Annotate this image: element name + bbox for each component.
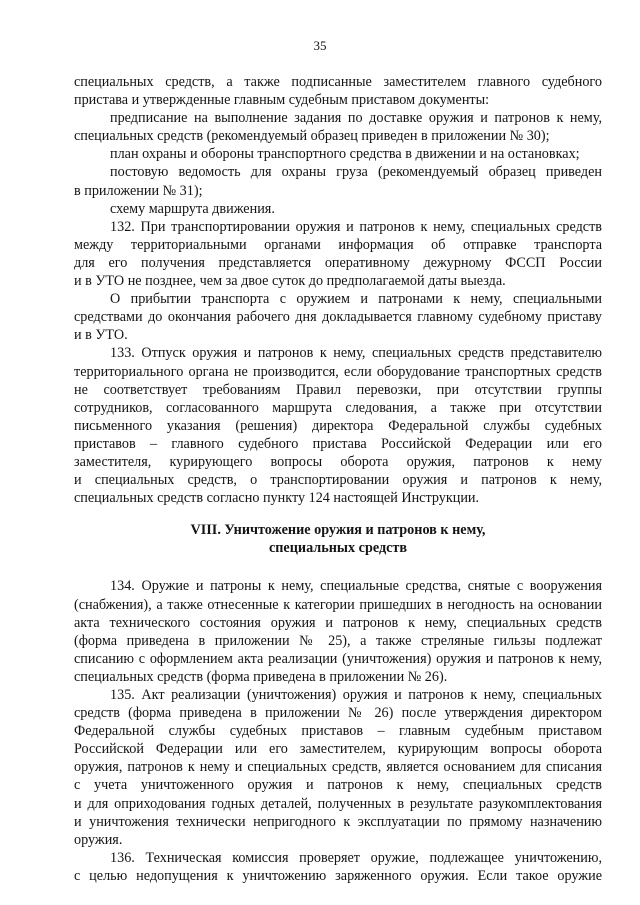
text-line: между территориальными органами информация об отправке транспорта	[74, 236, 602, 253]
text-line: 136. Техническая комиссия проверяет оружие, подлежащее уничтожению,	[110, 849, 602, 866]
text-line: средств (форма приведена в приложении № 26) после утверждения директором	[74, 705, 602, 722]
text-line: для его получения представляется оперативному дежурному ФССП России	[74, 254, 602, 271]
text-line: и для оприходования годных деталей, полученных в результате разукомплектования	[74, 795, 602, 812]
text-line: 135. Акт реализации (уничтожения) оружия и патронов к нему, специальных	[110, 687, 602, 703]
text-line: Федеральной службы судебных приставов – главным судебным приставом	[74, 723, 602, 740]
text-line: специальных средств (рекомендуемый образец приведен в приложении № 30);	[74, 128, 550, 145]
page-number: 35	[313, 38, 327, 53]
text-line: и в УТО.	[74, 327, 128, 344]
text-line: схему маршрута движения.	[110, 200, 275, 217]
text-line: с целью недопущения к уничтожению заряженного оружия. Если такое оружие	[74, 867, 602, 884]
text-line: оружия.	[74, 831, 123, 848]
section-heading: специальных средств	[268, 540, 408, 557]
text-line: О прибытии транспорта с оружием и патронами к нему, специальными	[110, 291, 602, 308]
text-line: списанию с оформлением акта реализации (уничтожения) оружия и патронов к нему,	[74, 650, 602, 667]
section-spacer	[74, 507, 602, 521]
section-spacer	[74, 557, 602, 577]
text-line: и уничтожения технически непригодного к эксплуатации по прямому назначению	[74, 813, 602, 830]
text-line: специальных средств, а также подписанные заместителем главного судебного	[74, 74, 602, 90]
text-line: предписание на выполнение задания по доставке оружия и патронов к нему,	[110, 110, 602, 127]
text-line: приставов – главного судебного пристава Российской Федерации или его	[74, 435, 602, 452]
text-line: и в УТО не позднее, чем за двое суток до предполагаемой даты выезда.	[74, 273, 506, 290]
text-line: специальных средств согласно пункту 124 настоящей Инструкции.	[74, 490, 480, 507]
text-line: 133. Отпуск оружия и патронов к нему, специальных средств представителю	[110, 345, 602, 362]
text-line: 134. Оружие и патроны к нему, специальные средства, снятые с вооружения	[110, 578, 602, 595]
text-line: в приложении № 31);	[74, 182, 203, 199]
text-line: (снабжения), а также отнесенные к категории пришедших в негодность на основании	[74, 596, 602, 613]
text-line: план охраны и обороны транспортного средства в движении и на остановках;	[110, 146, 580, 163]
text-line: Российской Федерации или его заместителем, курирующим вопросы оборота	[74, 741, 602, 758]
text-line: сотрудников, согласованного маршрута следования, а также при отсутствии	[74, 399, 602, 416]
text-line: оружия, патронов к нему и специальных средств, является основанием для списания	[74, 759, 602, 776]
document-body	[74, 73, 602, 885]
text-line: пристава и утвержденные главным судебным приставом документы:	[74, 92, 490, 109]
text-line: с учета уничтоженного оружия и патронов к нему, специальных средств	[74, 777, 602, 794]
text-line: 132. При транспортировании оружия и патронов к нему, специальных средств	[110, 218, 602, 235]
text-line: территориального органа не производится, если оборудование транспортных средств	[74, 363, 602, 380]
text-line: специальных средств (форма приведена в приложении № 26).	[74, 668, 448, 685]
section-heading: VIII. Уничтожение оружия и патронов к нему,	[190, 522, 486, 539]
text-line: и специальных средств, о транспортировании оружия и патронов к нему,	[74, 472, 602, 489]
text-line: акта технического состояния оружия и патронов к нему, специальных средств	[74, 614, 602, 631]
text-line: постовую ведомость для охраны груза (рекомендуемый образец приведен	[110, 164, 602, 181]
text-line: заместителя, курирующего вопросы оборота оружия, патронов к нему	[74, 453, 602, 470]
text-line: (форма приведена в приложении № 25), а также стреляные гильзы подлежат	[74, 632, 602, 649]
text-line: средствами до окончания рабочего дня докладывается главному судебному приставу	[74, 309, 602, 326]
text-line: письменного указания (решения) директора Федеральной службы судебных	[74, 417, 602, 434]
text-line: не соответствует требованиям Правил перевозки, при отсутствии группы	[74, 381, 602, 398]
